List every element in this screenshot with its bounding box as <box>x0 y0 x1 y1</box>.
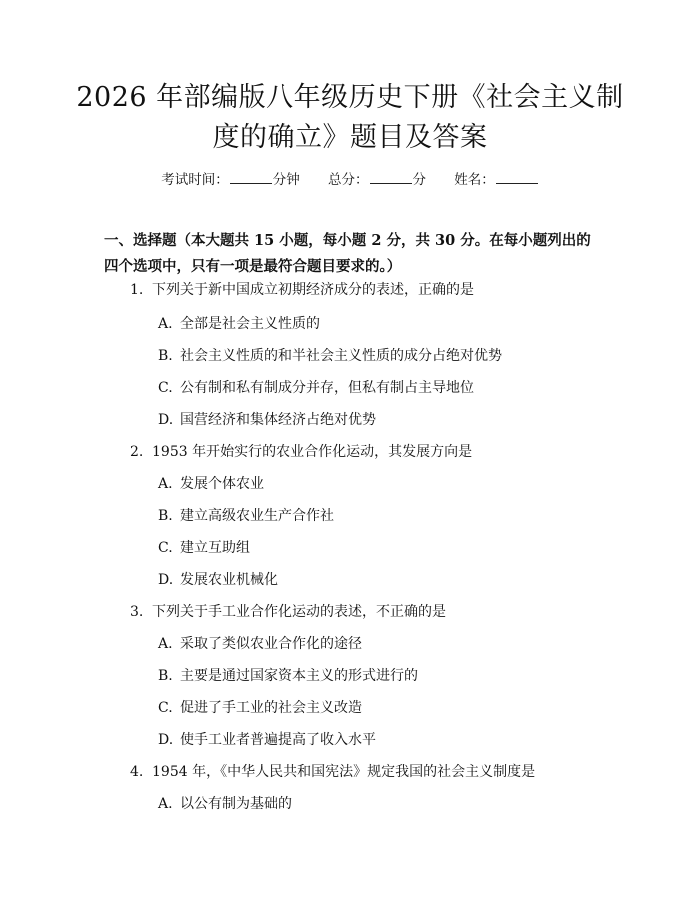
option-letter: B. <box>158 508 173 524</box>
title-line-2: 度的确立》题目及答案 <box>212 122 488 153</box>
option-letter: B. <box>158 668 173 684</box>
question-number: 1. <box>130 282 144 298</box>
option-letter: A. <box>158 636 173 652</box>
option-letter: A. <box>158 796 173 812</box>
question-text: 下列关于手工业合作化运动的表述，不正确的是 <box>152 604 446 620</box>
option-text: 公有制和私有制成分并存，但私有制占主导地位 <box>180 380 474 396</box>
option-text: 以公有制为基础的 <box>180 796 292 812</box>
title-line-1: 2026 年部编版八年级历史下册《社会主义制 <box>76 82 624 113</box>
question-text: 下列关于新中国成立初期经济成分的表述，正确的是 <box>152 282 474 298</box>
question-number: 2. <box>130 444 144 460</box>
option-text: 主要是通过国家资本主义的形式进行的 <box>180 668 418 684</box>
option-text: 建立高级农业生产合作社 <box>180 508 334 524</box>
option-text: 促进了手工业的社会主义改造 <box>180 700 362 716</box>
option-3b <box>158 666 418 686</box>
option-1a <box>158 314 320 334</box>
question-2 <box>130 442 472 462</box>
student-name <box>454 172 539 188</box>
time-label: 考试时间： <box>161 172 229 188</box>
option-text: 采取了类似农业合作化的途径 <box>180 636 362 652</box>
option-3a <box>158 634 362 654</box>
name-blank <box>496 171 538 184</box>
option-letter: C. <box>158 700 173 716</box>
option-letter: D. <box>158 572 174 588</box>
option-1b <box>158 346 502 366</box>
option-1c <box>158 378 474 398</box>
time-unit: 分钟 <box>272 172 300 188</box>
option-text: 使手工业者普遍提高了收入水平 <box>180 732 376 748</box>
option-text: 建立互助组 <box>180 540 250 556</box>
question-text: 1953 年开始实行的农业合作化运动，其发展方向是 <box>152 444 473 460</box>
question-number: 4. <box>130 764 144 780</box>
option-3d <box>158 730 376 750</box>
option-2b <box>158 506 334 526</box>
option-3c <box>158 698 362 718</box>
time-blank <box>230 171 272 184</box>
option-letter: A. <box>158 476 173 492</box>
option-letter: B. <box>158 348 173 364</box>
question-1 <box>130 280 474 300</box>
question-4 <box>130 762 535 782</box>
page-title <box>60 78 640 158</box>
option-letter: C. <box>158 540 173 556</box>
option-2d <box>158 570 278 590</box>
exam-info <box>0 168 700 188</box>
option-text: 国营经济和集体经济占绝对优势 <box>180 412 376 428</box>
exam-time <box>161 172 304 188</box>
score-unit: 分 <box>412 172 426 188</box>
option-1d <box>158 410 376 430</box>
option-letter: D. <box>158 412 174 428</box>
option-letter: D. <box>158 732 174 748</box>
option-letter: A. <box>158 316 173 332</box>
option-4a <box>158 794 292 814</box>
question-number: 3. <box>130 604 144 620</box>
option-text: 发展个体农业 <box>180 476 264 492</box>
score-label: 总分： <box>328 172 369 188</box>
option-2a <box>158 474 264 494</box>
option-letter: C. <box>158 380 173 396</box>
score-blank <box>370 171 412 184</box>
option-2c <box>158 538 250 558</box>
option-text: 全部是社会主义性质的 <box>180 316 320 332</box>
total-score <box>328 172 430 188</box>
name-label: 姓名： <box>454 172 495 188</box>
option-text: 社会主义性质的和半社会主义性质的成分占绝对优势 <box>180 348 502 364</box>
question-3 <box>130 602 446 622</box>
section-heading: 一、选择题（本大题共 15 小题，每小题 2 分，共 30 分。在每小题列出的四个选项中，只有一项是最符合题目要求的。） <box>104 232 591 275</box>
question-text: 1954 年，《中华人民共和国宪法》规定我国的社会主义制度是 <box>152 764 536 780</box>
option-text: 发展农业机械化 <box>180 572 278 588</box>
